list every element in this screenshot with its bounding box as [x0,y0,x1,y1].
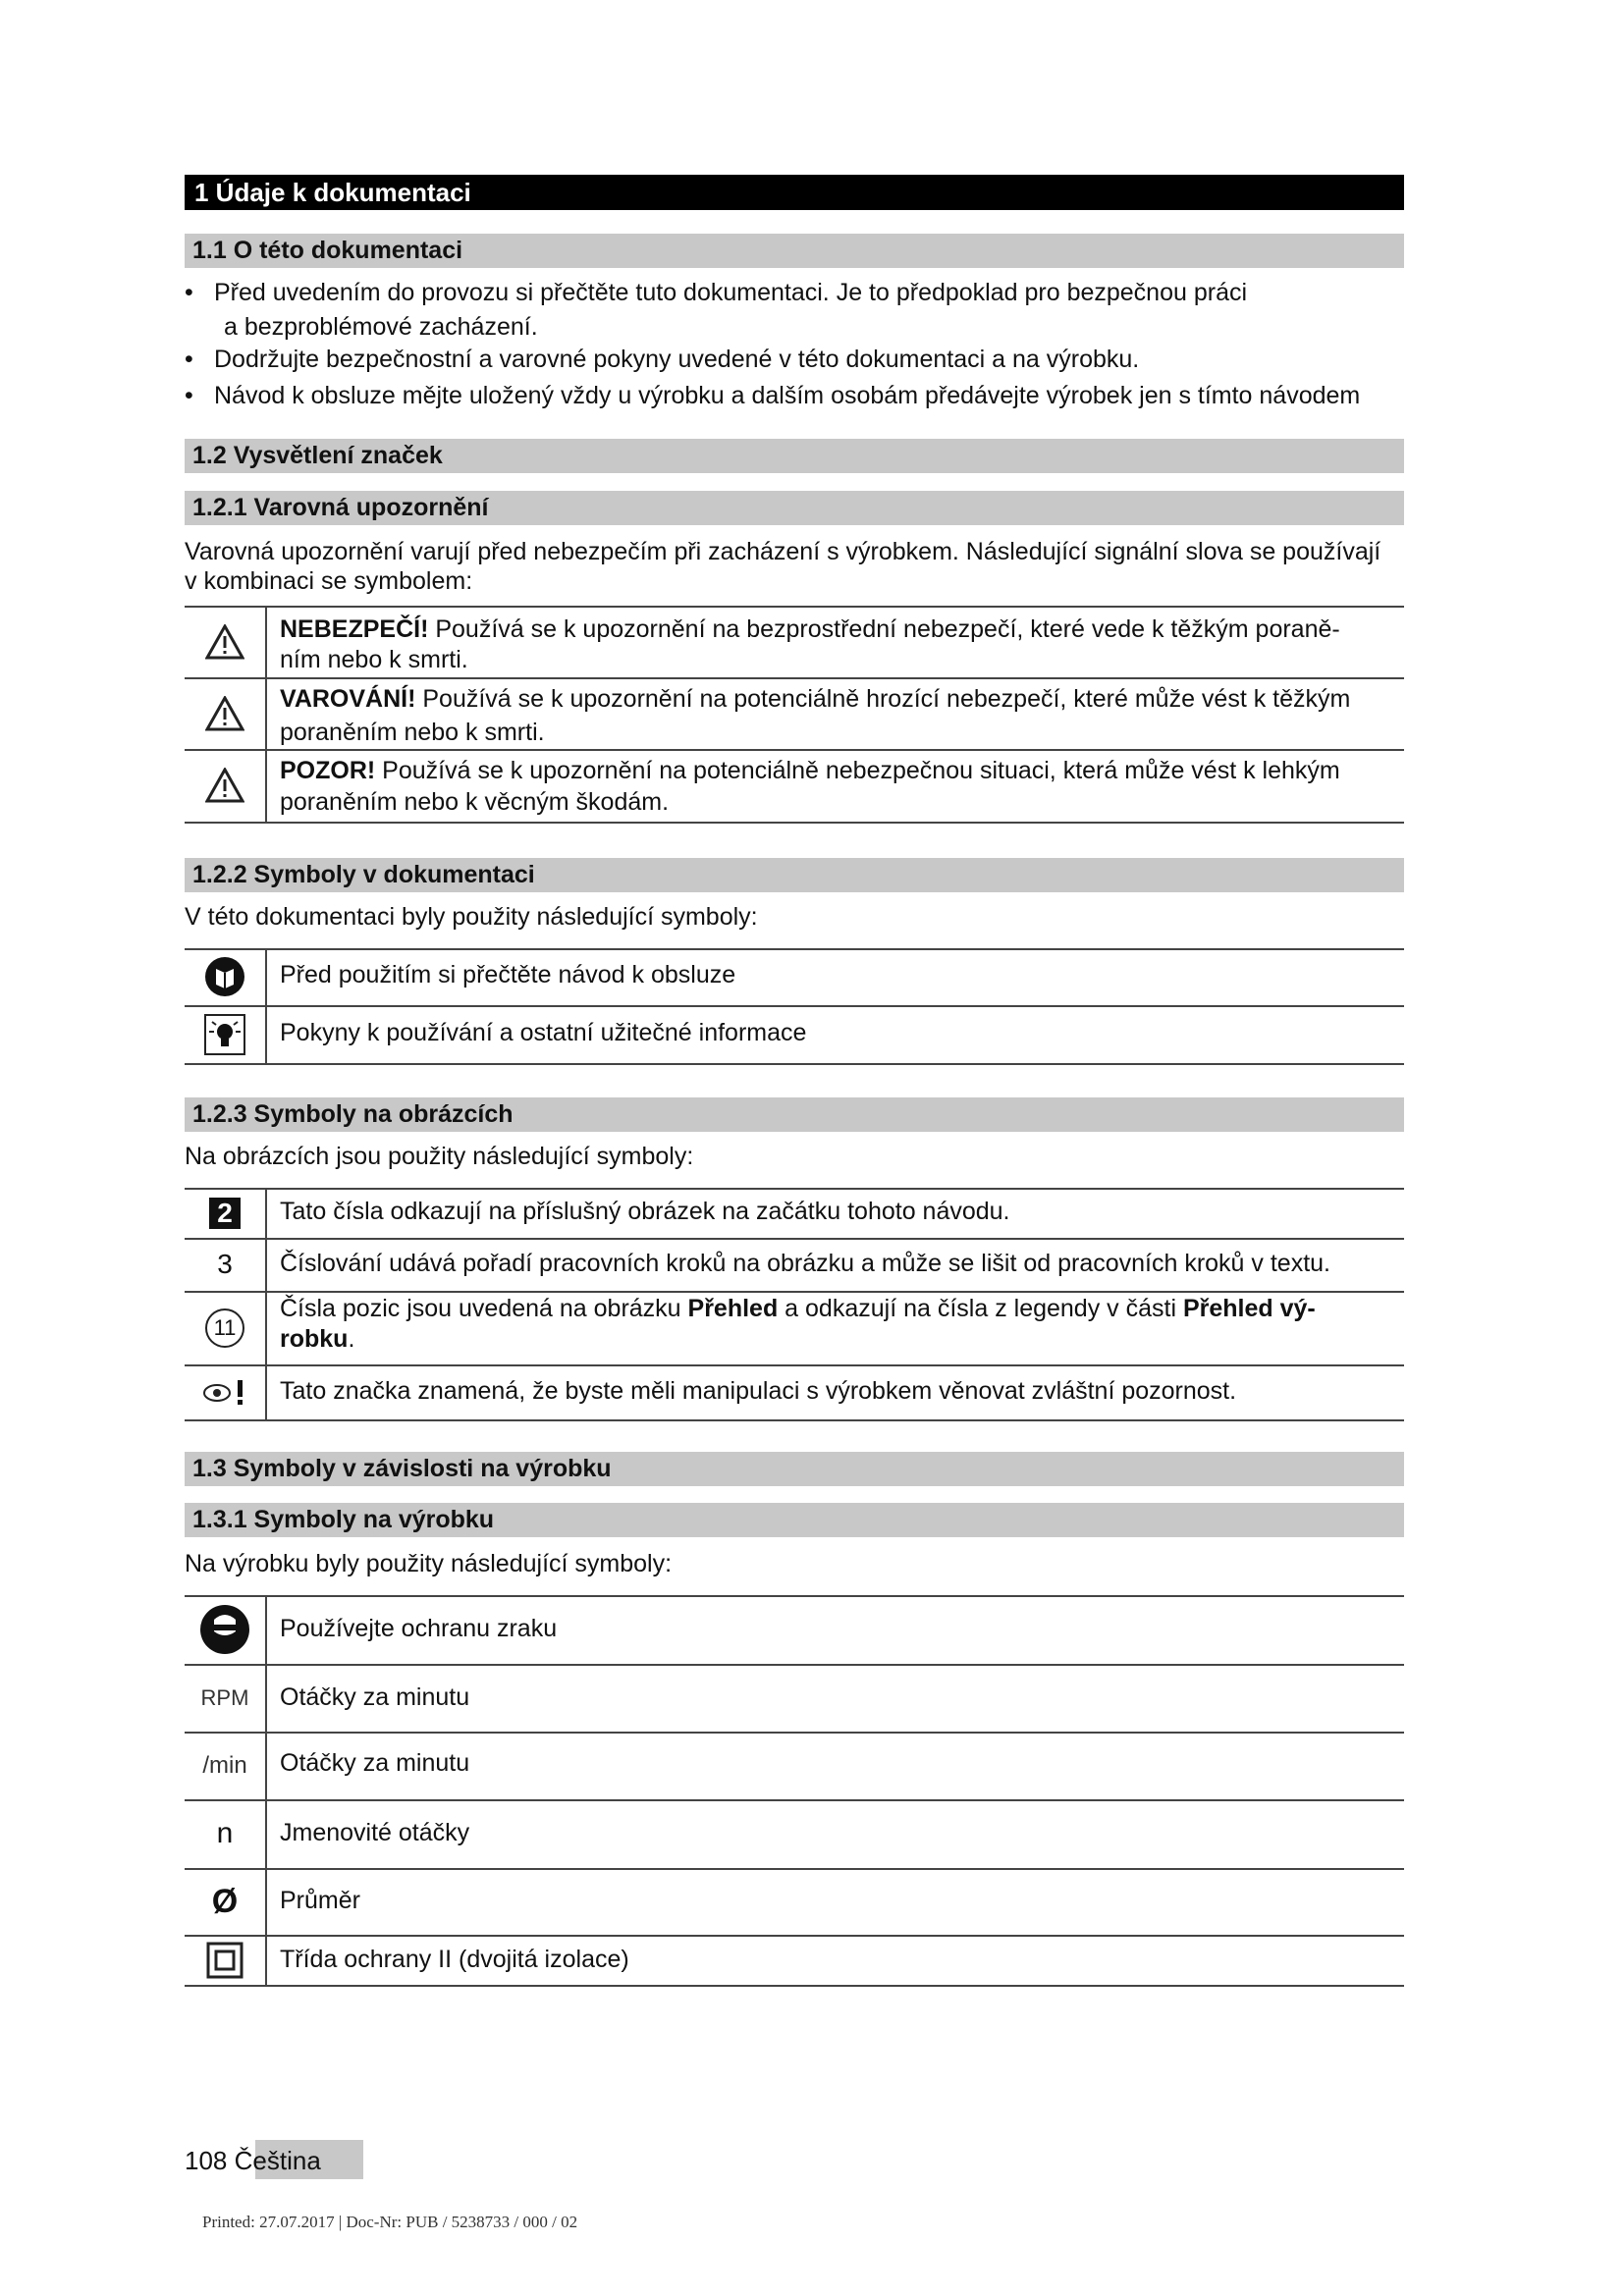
table-rule [185,1238,1404,1240]
table-rule [185,1291,1404,1293]
attention-eye-icon [185,1366,265,1417]
section-1-3-heading: 1.3 Symboly v závislosti na výrobku [185,1452,1404,1486]
product-symbol-text: Třída ochrany II (dvojitá izolace) [280,1946,629,1973]
doc-symbol-text: Před použitím si přečtěte návod k obsluze [280,961,736,988]
section-1-3-1-heading: 1.3.1 Symboly na výrobku [185,1503,1404,1537]
info-lightbulb-icon [185,1007,265,1061]
warning-danger-line1: NEBEZPEČÍ! Používá se k upozornění na bezprostřední nebezpečí, které vede k těžkým poraně- [280,615,1340,643]
table-rule [185,1935,1404,1937]
table-rule [185,1419,1404,1421]
table-rule [185,1868,1404,1870]
warning-danger-line2: ním nebo k smrti. [280,646,468,673]
n-icon: n [216,1817,234,1849]
table-rule [185,1664,1404,1666]
table-rule [185,677,1404,679]
fig-symbol-text-line1: Čísla pozic jsou uvedená na obrázku Přehled a odkazují na čísla z legendy v části Přehled vý- [280,1295,1316,1322]
fig-symbol-text: Číslování udává pořadí pracovních kroků na obrázku a může se lišit od pracovních kroků v textu. [280,1250,1330,1277]
rpm-icon: RPM [200,1684,249,1710]
fig-symbol-text: Tato značka znamená, že byste měli manipulaci s výrobkem věnovat zvláštní pozornost. [280,1377,1237,1405]
fig-symbol-text-line2: robku. [280,1325,355,1353]
step-number-icon: 3 [217,1249,233,1279]
intro-text: Na výrobku byly použity následující symboly: [185,1550,673,1577]
table-rule [185,1595,1404,1597]
table-rule [185,1005,1404,1007]
eye-protection-icon [185,1597,265,1662]
table-rule [185,822,1404,824]
table-rule [185,1732,1404,1734]
bullet-continuation: a bezproblémové zacházení. [224,313,538,341]
product-symbol-text: Průměr [280,1887,360,1914]
warning-triangle-icon [185,752,265,819]
fig-symbol-text: Tato čísla odkazují na příslušný obrázek na začátku tohoto návodu. [280,1198,1010,1225]
table-rule [185,749,1404,751]
table-rule [185,1799,1404,1801]
intro-text: V této dokumentaci byly použity následující symboly: [185,903,758,931]
section-1-2-heading: 1.2 Vysvětlení značek [185,439,1404,473]
warning-caution-line1: POZOR! Používá se k upozornění na potenciálně nebezpečnou situaci, která může vést k lehkým [280,757,1340,784]
diameter-icon: Ø [211,1882,239,1920]
intro-text: Varovná upozornění varují před nebezpečím při zacházení s výrobkem. Následující signální slova se používají [185,538,1381,565]
warning-warning-line1: VAROVÁNÍ! Používá se k upozornění na potenciálně hrozící nebezpečí, které může vést k těžkým [280,685,1351,713]
figure-number-icon: 2 [185,1190,265,1236]
section-1-2-1-heading: 1.2.1 Varovná upozornění [185,491,1404,525]
table-rule [185,1364,1404,1366]
bullet-item: • Dodržujte bezpečnostní a varovné pokyny uvedené v této dokumentaci a na výrobku. [185,346,1140,373]
table-divider [265,948,267,1063]
section-1-2-2-heading: 1.2.2 Symboly v dokumentaci [185,858,1404,892]
double-insulation-icon [185,1937,265,1983]
read-manual-icon [185,950,265,1003]
product-symbol-text: Používejte ochranu zraku [280,1615,558,1642]
intro-text: v kombinaci se symbolem: [185,567,473,595]
warning-triangle-icon [185,680,265,747]
bullet-item: • Návod k obsluze mějte uložený vždy u výrobku a dalším osobám předávejte výrobek jen s tímto návodem [185,382,1361,409]
page-footer [185,2146,321,2175]
product-symbol-text: Otáčky za minutu [280,1749,470,1777]
table-divider [265,1188,267,1419]
table-rule [185,1985,1404,1987]
language-label: Čeština [234,2146,321,2175]
page-number: 108 [185,2146,228,2175]
table-rule [185,948,1404,950]
warning-caution-line2: poraněním nebo k věcným škodám. [280,788,670,816]
bullet-item: • Před uvedením do provozu si přečtěte tuto dokumentaci. Je to předpoklad pro bezpečnou práci [185,279,1248,306]
print-info: Printed: 27.07.2017 | Doc-Nr: PUB / 5238733 / 000 / 02 [202,2213,578,2231]
per-min-icon: /min [202,1751,247,1779]
table-rule [185,1063,1404,1065]
section-1-1-heading: 1.1 O této dokumentaci [185,234,1404,268]
warning-triangle-icon [185,609,265,675]
intro-text: Na obrázcích jsou použity následující symboly: [185,1143,694,1170]
table-rule [185,606,1404,608]
warning-warning-line2: poraněním nebo k smrti. [280,719,545,746]
table-divider [265,1595,267,1985]
table-rule [185,1188,1404,1190]
doc-symbol-text: Pokyny k používání a ostatní užitečné informace [280,1019,807,1046]
section-1-heading: 1 Údaje k dokumentaci [185,175,1404,210]
product-symbol-text: Otáčky za minutu [280,1683,470,1711]
section-1-2-3-heading: 1.2.3 Symboly na obrázcích [185,1097,1404,1132]
position-number-icon: 11 [185,1293,265,1362]
product-symbol-text: Jmenovité otáčky [280,1819,470,1846]
table-divider [265,606,267,822]
